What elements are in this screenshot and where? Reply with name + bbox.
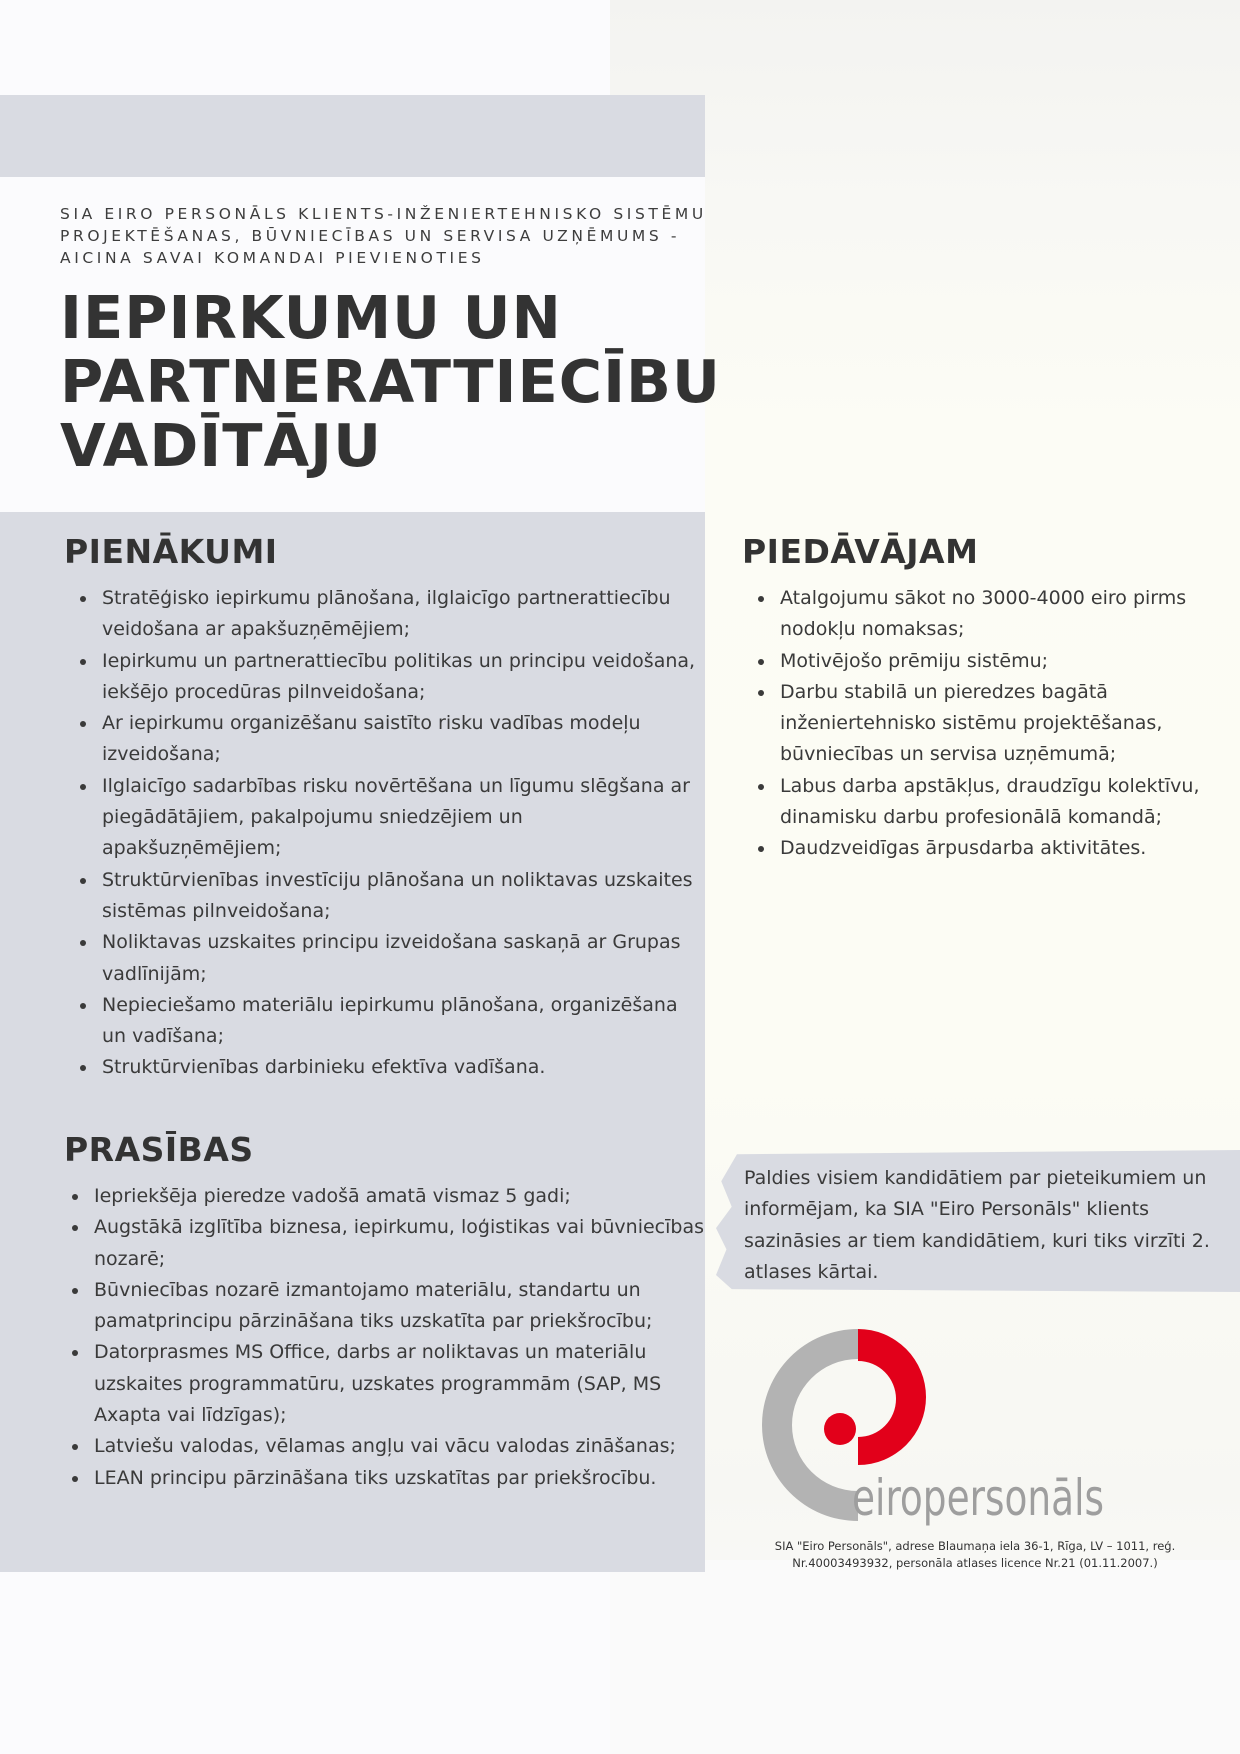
list-item: Ilglaicīgo sadarbības risku novērtēšana un līgumu slēgšana ar piegādātājiem, pakalpojumu sniedzējiem un apakšuzņēmējiem; — [64, 771, 704, 865]
list-item: Daudzveidīgas ārpusdarba aktivitātes. — [742, 833, 1202, 864]
footer-line: SIA "Eiro Personāls", adrese Blaumaņa iela 36-1, Rīga, LV – 1011, reģ. — [774, 1539, 1176, 1553]
offer-heading: PIEDĀVĀJAM — [742, 532, 979, 571]
list-item: Stratēģisko iepirkumu plānošana, ilglaicīgo partnerattiecību veidošana ar apakšuzņēmējiem; — [64, 583, 704, 646]
duties-list — [64, 583, 704, 1084]
logo-red-arc-icon — [858, 1329, 926, 1465]
list-item: Augstākā izglītība biznesa, iepirkumu, loģistikas vai būvniecības nozarē; — [60, 1212, 705, 1275]
offer-list — [742, 583, 1202, 865]
logo-red-dot-icon — [824, 1413, 856, 1445]
background-bottom-right — [610, 1560, 1240, 1754]
company-intro-line: PROJEKTĒŠANAS, BŪVNIECĪBAS UN SERVISA UZŅĒMUMS - — [60, 227, 681, 245]
job-title-line: IEPIRKUMU UN — [60, 283, 562, 352]
requirements-list — [60, 1181, 705, 1494]
list-item: Labus darba apstākļus, draudzīgu kolektīvu, dinamisku darbu profesionālā komandā; — [742, 771, 1202, 834]
list-item: Būvniecības nozarē izmantojamo materiālu, standartu un pamatprincipu pārzināšana tiks uzskatīta par priekšrocību; — [60, 1275, 705, 1338]
company-intro — [60, 203, 707, 269]
eiropersonals-logo — [748, 1325, 1108, 1525]
list-item: Motivējošo prēmiju sistēmu; — [742, 646, 1202, 677]
list-item: Struktūrvienības darbinieku efektīva vadīšana. — [64, 1052, 704, 1083]
header-grey-band — [0, 95, 705, 177]
list-item: Iepirkumu un partnerattiecību politikas un principu veidošana, iekšējo procedūras pilnveidošana; — [64, 646, 704, 709]
list-item: Latviešu valodas, vēlamas angļu vai vācu valodas zināšanas; — [60, 1431, 705, 1462]
list-item: Iepriekšēja pieredze vadošā amatā vismaz 5 gadi; — [60, 1181, 705, 1212]
list-item: Atalgojumu sākot no 3000-4000 eiro pirms nodokļu nomaksas; — [742, 583, 1202, 646]
list-item: LEAN principu pārzināšana tiks uzskatītas par priekšrocību. — [60, 1463, 705, 1494]
requirements-heading: PRASĪBAS — [64, 1130, 254, 1169]
duties-heading: PIENĀKUMI — [64, 532, 278, 571]
job-title-line: VADĪTĀJU — [60, 411, 383, 480]
list-item: Noliktavas uzskaites principu izveidošana saskaņā ar Grupas vadlīnijām; — [64, 927, 704, 990]
company-footer — [740, 1538, 1210, 1572]
list-item: Ar iepirkumu organizēšanu saistīto risku vadības modeļu izveidošana; — [64, 708, 704, 771]
job-title-line: PARTNERATTIECĪBU — [60, 347, 721, 416]
company-intro-line: SIA EIRO PERSONĀLS KLIENTS-INŽENIERTEHNISKO SISTĒMU — [60, 205, 707, 223]
list-item: Darbu stabilā un pieredzes bagātā inženiertehnisko sistēmu projektēšanas, būvniecības un servisa uzņēmumā; — [742, 677, 1202, 771]
list-item: Nepieciešamo materiālu iepirkumu plānošana, organizēšana un vadīšana; — [64, 990, 704, 1053]
logo-wordmark: eiropersonāls — [852, 1469, 1104, 1527]
list-item: Datorprasmes MS Office, darbs ar noliktavas un materiālu uzskaites programmatūru, uzskates programmām (SAP, MS Axapta vai līdzīgas); — [60, 1337, 705, 1431]
company-intro-line: AICINA SAVAI KOMANDAI PIEVIENOTIES — [60, 249, 485, 267]
list-item: Struktūrvienības investīciju plānošana un noliktavas uzskaites sistēmas pilnveidošana; — [64, 865, 704, 928]
footer-line: Nr.40003493932, personāla atlases licence Nr.21 (01.11.2007.) — [792, 1556, 1158, 1570]
job-title — [60, 283, 721, 480]
thanks-note: Paldies visiem kandidātiem par pieteikumiem un informējam, ka SIA "Eiro Personāls" klients sazināsies ar tiem kandidātiem, kuri tiks virzīti 2. atlases kārtai. — [744, 1167, 1210, 1283]
